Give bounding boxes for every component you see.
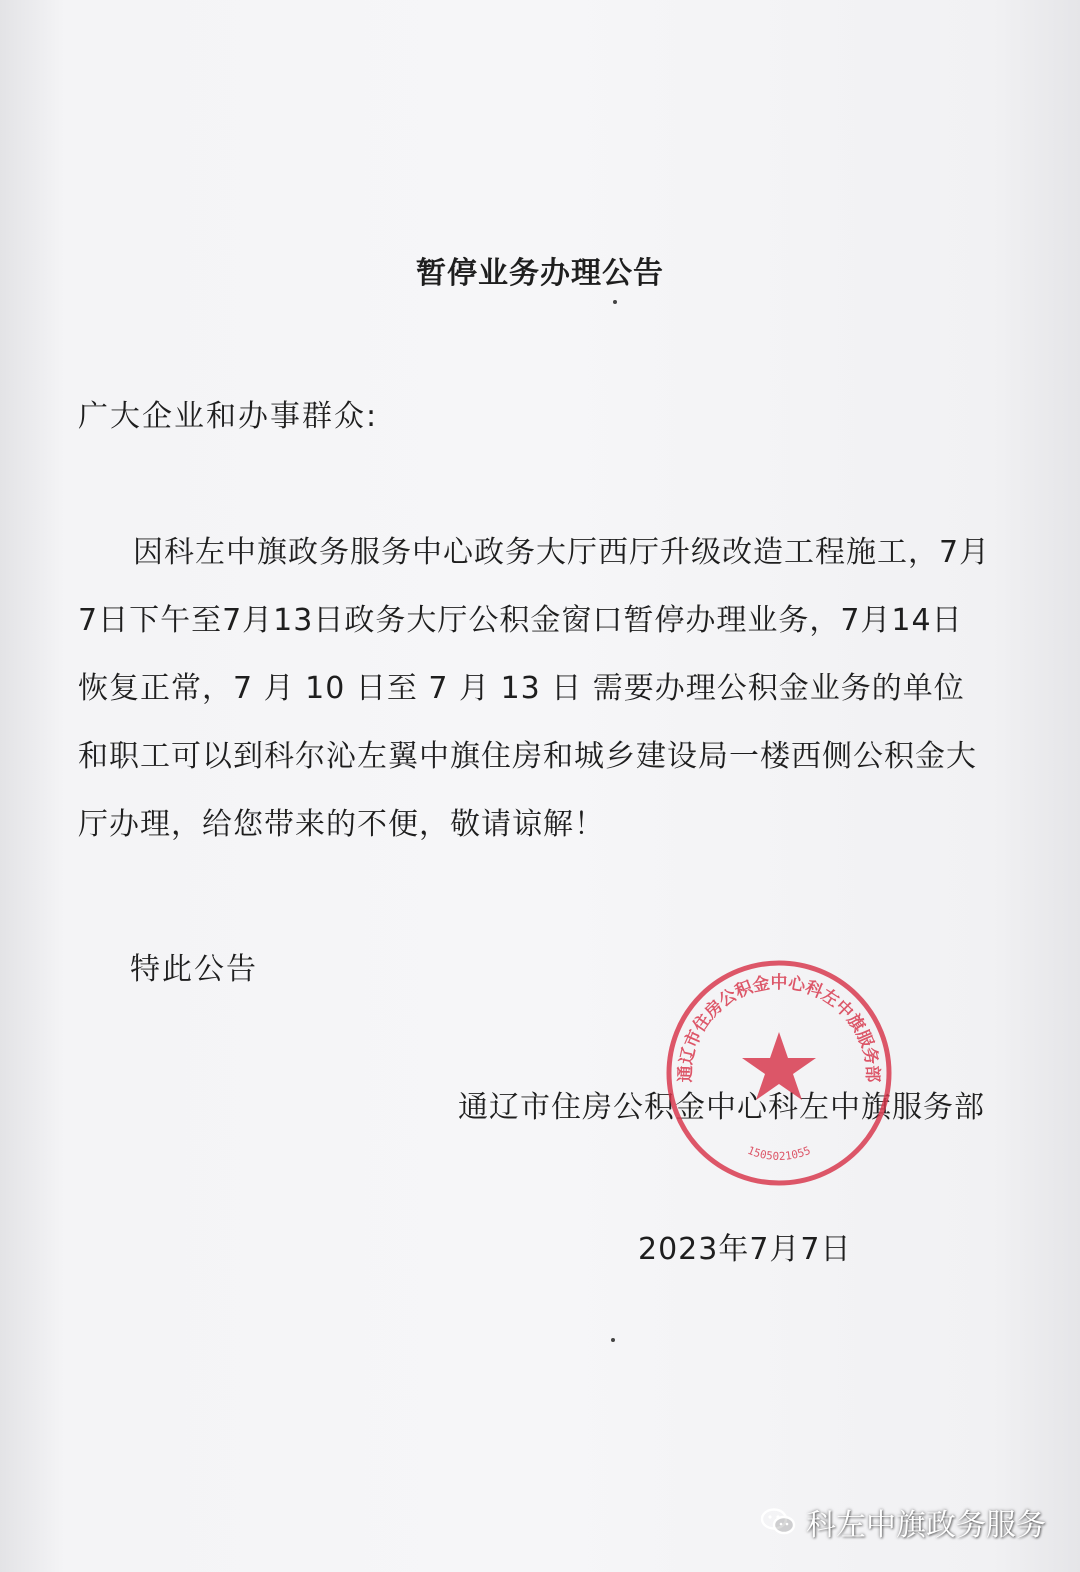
seal-number: 1505021055 — [745, 1143, 813, 1163]
body-line: 因科左中旗政务服务中心政务大厅西厅升级改造工程施工，7月 — [133, 535, 991, 570]
notice-date: 2023年7月7日 — [638, 1232, 852, 1267]
body-line: 和职工可以到科尔沁左翼中旗住房和城乡建设局一楼西侧公积金大 — [78, 739, 977, 774]
notice-title: 暂停业务办理公告 — [416, 256, 664, 291]
account-watermark — [760, 1500, 1046, 1544]
body-line: 恢复正常，7 月 10 日至 7 月 13 日 需要办理公积金业务的单位 — [78, 671, 965, 706]
notice-salutation: 广大企业和办事群众: — [78, 399, 379, 434]
body-line: 7日下午至7月13日政务大厅公积金窗口暂停办理业务，7月14日 — [78, 603, 963, 638]
notice-issuer: 通辽市住房公积金中心科左中旗服务部 — [458, 1090, 985, 1125]
paper-speck — [611, 1338, 615, 1342]
paper-speck — [613, 300, 617, 304]
seal-star-icon — [742, 1032, 816, 1100]
watermark-text: 科左中旗政务服务 — [806, 1508, 1046, 1543]
wechat-icon — [760, 1507, 796, 1537]
notice-body — [78, 529, 991, 869]
official-seal — [664, 958, 894, 1188]
seal-ring-text: 通辽市住房公积金中心科左中旗服务部 — [675, 973, 883, 1083]
notice-closing: 特此公告 — [130, 952, 258, 987]
body-line: 厅办理，给您带来的不便，敬请谅解！ — [78, 807, 605, 842]
